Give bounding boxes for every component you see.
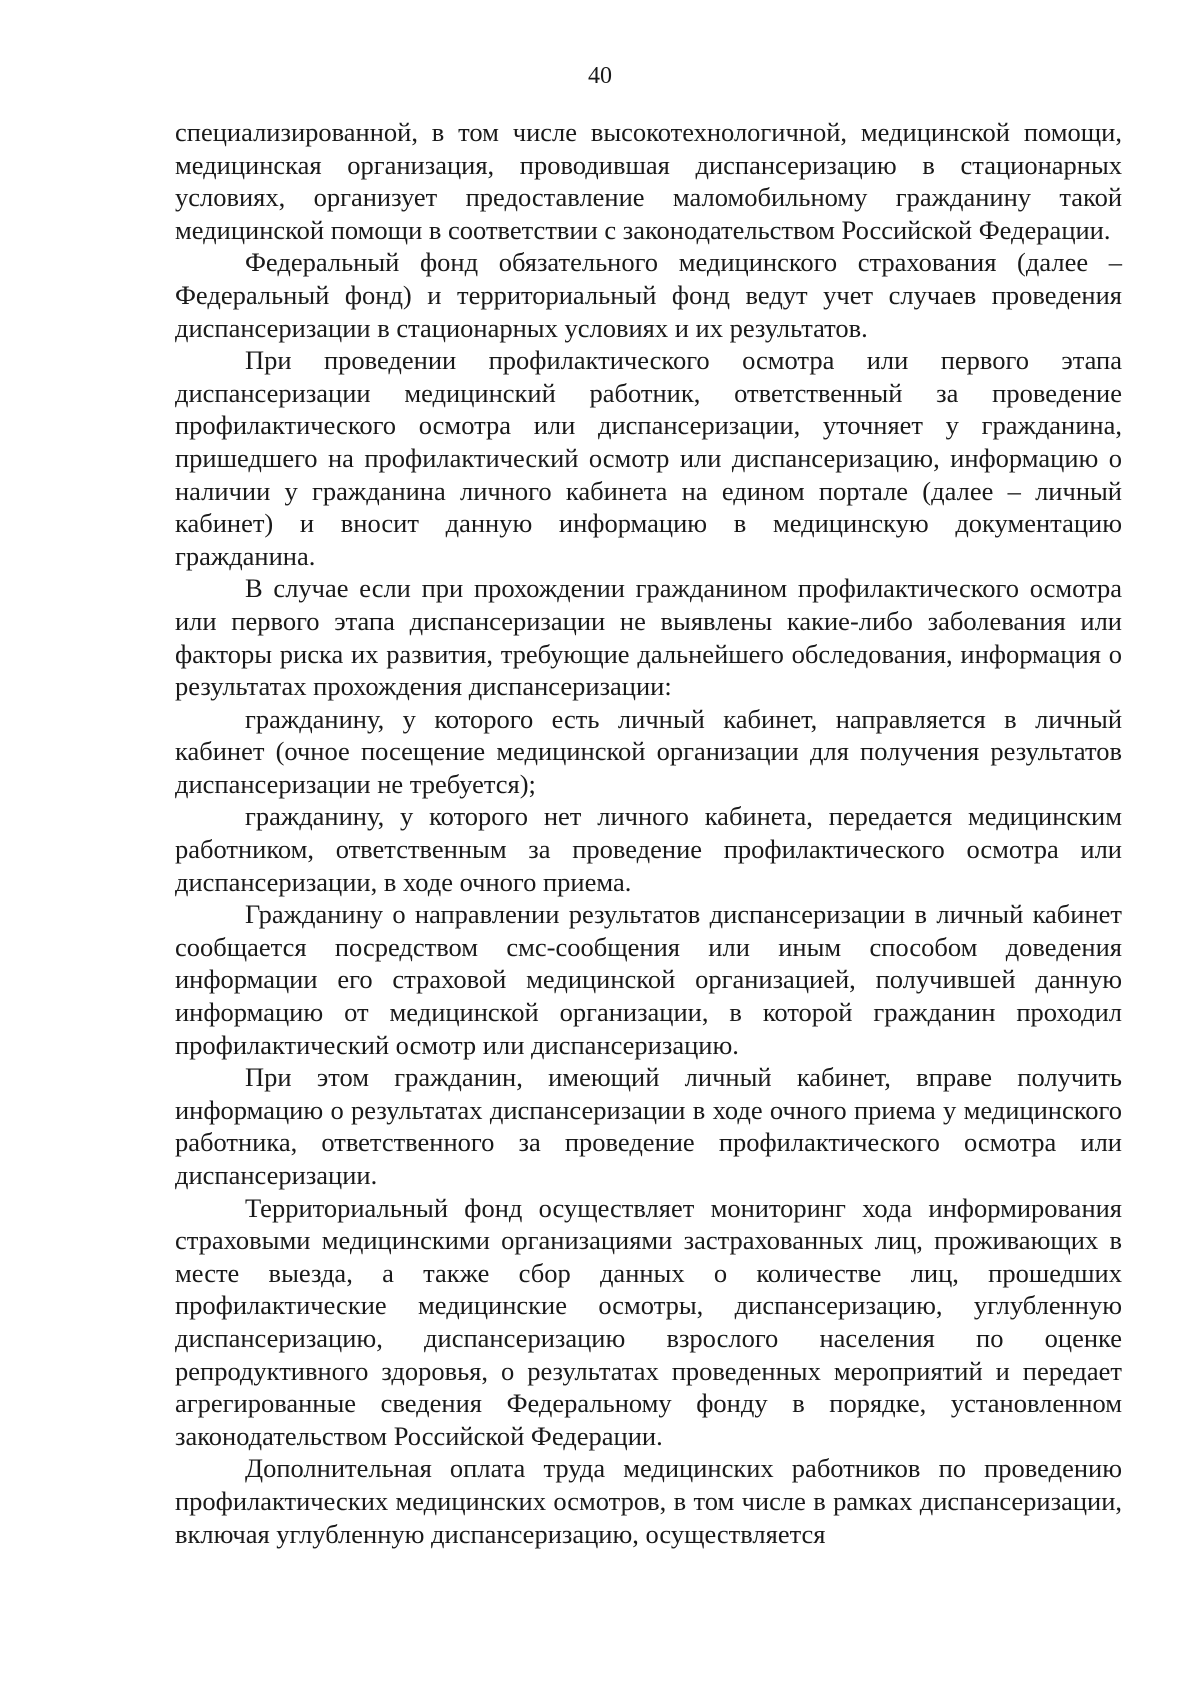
paragraph: При этом гражданин, имеющий личный кабинет, вправе получить информацию о результатах диспансеризации в ходе очного приема у медицинского работника, ответственного за проведение профилактического осмотра или диспансеризации. — [175, 1062, 1122, 1190]
paragraph: гражданину, у которого есть личный кабинет, направляется в личный кабинет (очное посещение медицинской организации для получения результатов диспансеризации не требуется); — [175, 703, 1122, 799]
page-number: 40 — [588, 63, 612, 89]
paragraph: При проведении профилактического осмотра или первого этапа диспансеризации медицинский работник, ответственный за проведение профилактического осмотра или диспансеризации, уточняет у гражданина, пришедшего на профилактический осмотр или диспансеризацию, информацию о наличии у гражданина личного кабинета на едином портале (далее – личный кабинет) и вносит данную информацию в медицинскую документацию гражданина. — [175, 345, 1122, 571]
paragraph: специализированной, в том числе высокотехнологичной, медицинской помощи, медицинская организация, проводившая диспансеризацию в стационарных условиях, организует предоставление маломобильному гражданину такой медицинской помощи в соответствии с законодательством Российской Федерации. — [175, 117, 1122, 245]
document-body — [175, 116, 1122, 1550]
paragraph: Федеральный фонд обязательного медицинского страхования (далее – Федеральный фонд) и территориальный фонд ведут учет случаев проведения диспансеризации в стационарных условиях и их результатов. — [175, 247, 1122, 343]
paragraph: Территориальный фонд осуществляет мониторинг хода информирования страховыми медицинскими организациями застрахованных лиц, проживающих в месте выезда, а также сбор данных о количестве лиц, прошедших профилактические медицинские осмотры, диспансеризацию, углубленную диспансеризацию, диспансеризацию взрослого населения по оценке репродуктивного здоровья, о результатах проведенных мероприятий и передает агрегированные сведения Федеральному фонду в порядке, установленном законодательством Российской Федерации. — [175, 1192, 1122, 1451]
paragraph: В случае если при прохождении гражданином профилактического осмотра или первого этапа диспансеризации не выявлены какие-либо заболевания или факторы риска их развития, требующие дальнейшего обследования, информация о результатах прохождения диспансеризации: — [175, 573, 1122, 702]
paragraph: гражданину, у которого нет личного кабинета, передается медицинским работником, ответственным за проведение профилактического осмотра или диспансеризации, в ходе очного приема. — [175, 801, 1122, 897]
paragraph: Дополнительная оплата труда медицинских работников по проведению профилактических медицинских осмотров, в том числе в рамках диспансеризации, включая углубленную диспансеризацию, осуществляется — [175, 1453, 1122, 1549]
paragraph: Гражданину о направлении результатов диспансеризации в личный кабинет сообщается посредством смс-сообщения или иным способом доведения информации его страховой медицинской организацией, получившей данную информацию от медицинской организации, в которой гражданин проходил профилактический осмотр или диспансеризацию. — [175, 899, 1122, 1060]
